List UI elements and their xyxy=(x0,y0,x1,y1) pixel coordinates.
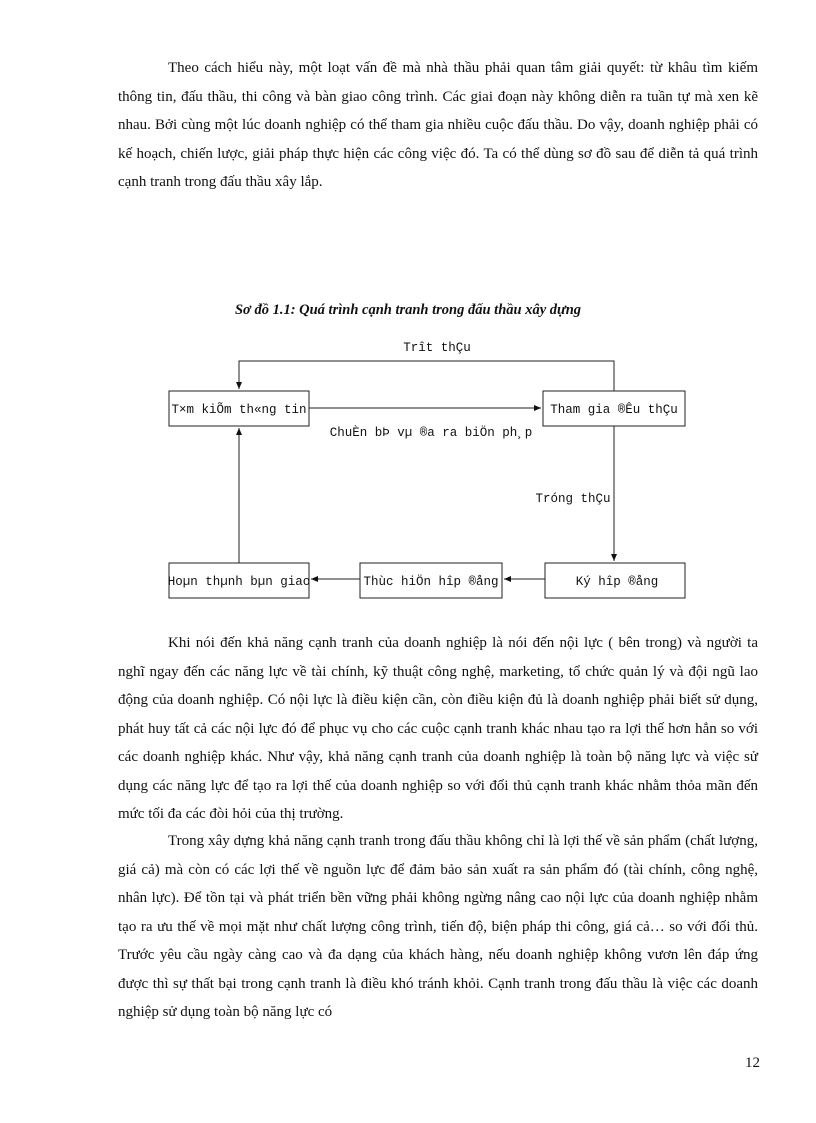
paragraph-construction: Trong xây dựng khả năng cạnh tranh trong đấu thầu không chỉ là lợi thế về sản phẩm (chất lượng, giá cả) mà còn có các lợi thế về nguồn lực để đảm bảo sản xuất ra sản phẩm đó (tài chính, công nghệ, nhân lực). Để tồn tại và phát triển bền vững phải không ngừng nâng cao nội lực của doanh nghiệp nhằm tạo ra ưu thế về mọi mặt như chất lượng công trình, tiến độ, biện pháp thi công, giá cả… so với đối thủ. Trước yêu cầu ngày càng cao và đa dạng của khách hàng, nếu doanh nghiệp không vươn lên đáp ứng được thì sự thất bại trong cạnh tranh là điều khó tránh khỏi. Cạnh tranh trong đấu thầu là việc các doanh nghiệp sử dụng toàn bộ năng lực có xyxy=(118,833,758,1020)
node-execute-label: Thùc hiÖn hîp ®ång xyxy=(363,575,499,589)
edge-lose-arrow xyxy=(239,361,614,391)
paragraph-intro: Theo cách hiểu này, một loạt vấn đề mà nhà thầu phải quan tâm giải quyết: từ khâu tìm kiếm thông tin, đấu thầu, thi công và bàn giao công trình. Các giai đoạn này không diễn ra tuần tự mà xen kẽ nhau. Bởi cùng một lúc doanh nghiệp có thể tham gia nhiều cuộc đấu thầu. Do vậy, doanh nghiệp phải có kế hoạch, chiến lược, giải pháp thực hiện các công việc đó. Ta có thể dùng sơ đồ sau để diễn tả quá trình cạnh tranh trong đấu thầu xây lắp. xyxy=(118,60,758,190)
diagram-caption: Sơ đồ 1.1: Quá trình cạnh tranh trong đấu thầu xây dựng xyxy=(234,302,582,318)
paragraph-competitiveness: Khi nói đến khả năng cạnh tranh của doanh nghiệp là nói đến nội lực ( bên trong) và người ta nghĩ ngay đến các năng lực về tài chính, kỹ thuật công nghệ, marketing, tổ chức quản lý và đội ngũ lao động của doanh nghiệp. Có nội lực là điều kiện cần, còn điều kiện đủ là doanh nghiệp phải biết sử dụng, phát huy tất cả các nội lực đó để phục vụ cho các cuộc cạnh tranh khác nhau tạo ra lợi thế hơn hẳn so với các doanh nghiệp khác. Như vậy, khả năng cạnh tranh của doanh nghiệp là toàn bộ năng lực và việc sử dụng các năng lực để tạo ra lợi thế của doanh nghiệp so với đối thủ cạnh tranh khác nhằm thỏa mãn đến mức tối đa các đòi hỏi của thị trường. xyxy=(118,635,758,822)
node-handover-label: Hoµn thµnh bµn giao xyxy=(167,575,311,589)
page-number: 12 xyxy=(745,1055,760,1071)
node-bid-label: Tham gia ®Êu thÇu xyxy=(550,403,678,417)
edge-prepare-label: ChuÈn bÞ vµ ®a ra biÖn ph¸p xyxy=(329,426,533,440)
node-sign-label: Ký hîp ®ång xyxy=(575,575,659,589)
node-search-label: T×m kiÕm th«ng tin xyxy=(171,403,307,417)
edge-win-label: Tróng thÇu xyxy=(535,492,611,506)
edge-lose-label: Trît thÇu xyxy=(403,341,471,355)
